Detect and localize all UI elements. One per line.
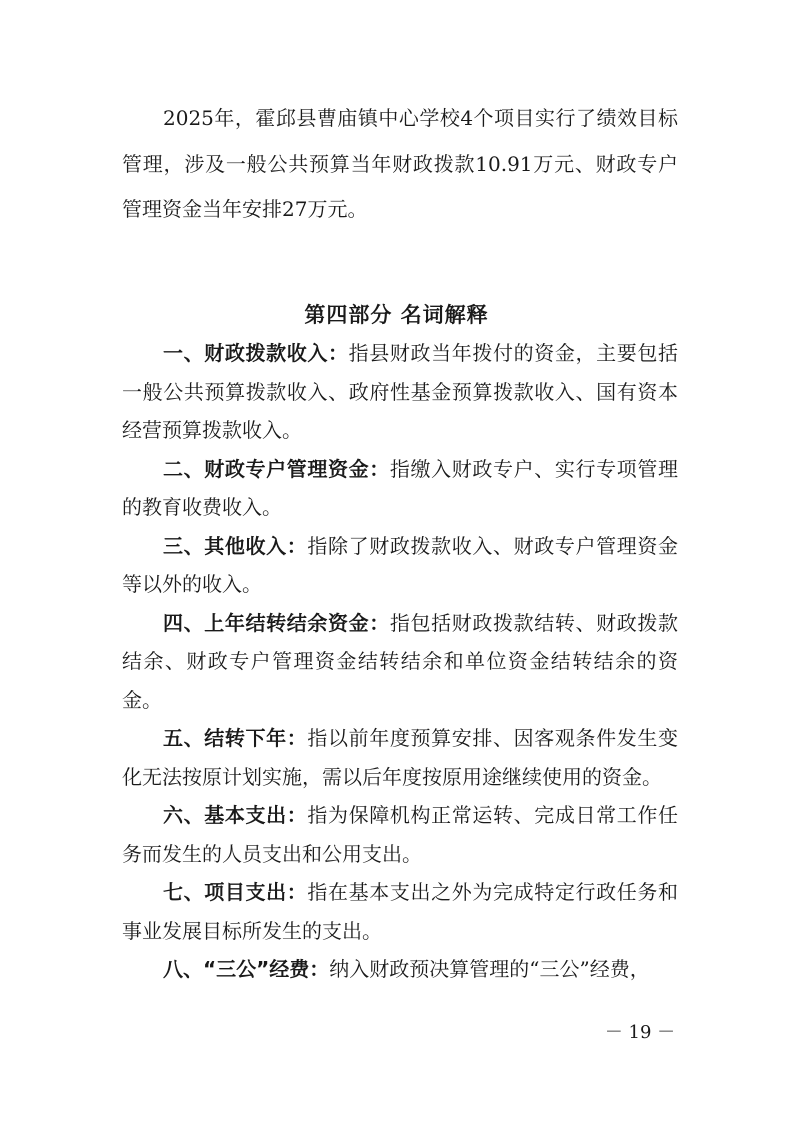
definition-text: 指为保障机构正常运转、完成日常工作任务而发生的人员支出和公用支出。 bbox=[122, 803, 678, 866]
definition-item bbox=[122, 527, 678, 604]
definition-text: 指以前年度预算安排、因客观条件发生变化无法按原计划实施，需以后年度按原用途继续使用的资金。 bbox=[122, 726, 678, 789]
definition-text: 纳入财政预决算管理的“三公”经费， bbox=[329, 957, 650, 981]
section-title: 第四部分 名词解释 bbox=[304, 303, 489, 327]
definition-term: 一、财政拨款收入： bbox=[163, 341, 349, 365]
definition-item bbox=[122, 604, 678, 720]
definition-text: 指在基本支出之外为完成特定行政任务和事业发展目标所发生的支出。 bbox=[122, 880, 678, 943]
definition-term: 二、财政专户管理资金： bbox=[163, 456, 390, 481]
definition-text: 指缴入财政专户、实行专项管理的教育收费收入。 bbox=[122, 456, 678, 519]
definition-item bbox=[122, 950, 678, 989]
definition-term: 六、基本支出： bbox=[163, 803, 308, 827]
definition-item bbox=[122, 334, 678, 450]
definition-text: 指县财政当年拨付的资金，主要包括一般公共预算拨款收入、政府性基金预算拨款收入、国有资本经营预算拨款收入。 bbox=[122, 341, 678, 442]
definition-item bbox=[122, 796, 678, 873]
definition-term: 八、“三公”经费： bbox=[163, 957, 330, 981]
page-number: － 19 － bbox=[604, 1022, 676, 1043]
definitions-list bbox=[122, 334, 678, 989]
definition-item bbox=[122, 719, 678, 796]
definition-item bbox=[122, 873, 678, 950]
definition-term: 三、其他收入： bbox=[163, 533, 308, 558]
intro-paragraph: 2025年，霍邱县曹庙镇中心学校4个项目实行了绩效目标管理，涉及一般公共预算当年财政拨款10.91万元、财政专户管理资金当年安排27万元。 bbox=[122, 106, 678, 221]
definition-term: 五、结转下年： bbox=[163, 726, 308, 750]
definition-term: 七、项目支出： bbox=[163, 880, 308, 904]
definition-text: 指除了财政拨款收入、财政专户管理资金等以外的收入。 bbox=[122, 533, 678, 596]
definition-item bbox=[122, 450, 678, 527]
definition-text: 指包括财政拨款结转、财政拨款结余、财政专户管理资金结转结余和单位资金结转结余的资金。 bbox=[122, 610, 678, 712]
definition-term: 四、上年结转结余资金： bbox=[163, 610, 390, 635]
